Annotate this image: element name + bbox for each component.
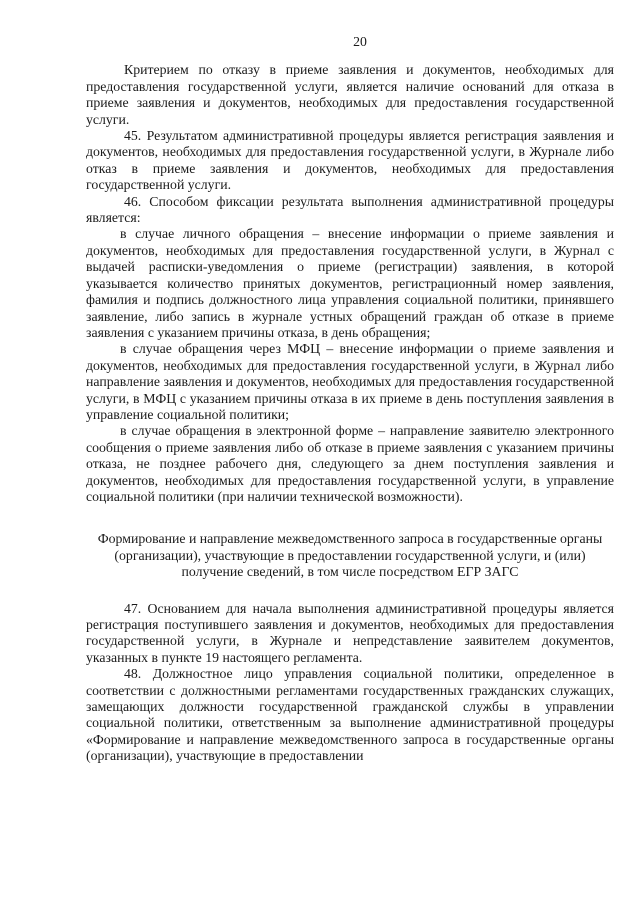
page-number: 20 [353,34,367,49]
paragraph-47: 47. Основанием для начала выполнения административной процедуры является регистрация поступившего заявления и документов, необходимых для предоставления государственной услуги, в Журнале и непредставление заявителем документов, указанных в пункте 19 настоящего регламента. [86,600,614,665]
paragraph-45: 45. Результатом административной процедуры является регистрация заявления и документов, необходимых для предоставления государственной услуги, в Журнале либо отказ в приеме заявления и документов, необходимых для предоставления государственной услуги. [86,128,614,193]
paragraph-refusal-criterion: Критерием по отказу в приеме заявления и документов, необходимых для предоставления государственной услуги, является наличие оснований для отказа в приеме заявления и документов, необходимых для предоставления государственной услуги. [86,62,614,127]
section-heading: Формирование и направление межведомственного запроса в государственные органы (организации), участвующие в предоставлении государственной услуги, и (или) получение сведений, в том числе посредством ЕГР ЗАГС [97,531,603,580]
paragraph-electronic-appeal: в случае обращения в электронной форме – направление заявителю электронного сообщения о приеме заявления либо об отказе в приеме заявления с указанием причины отказа, не позднее рабочего дня, следующего за днем поступления заявления и документов, необходимых для предоставления государственной услуги, в управление социальной политики (при наличии технической возможности). [86,423,614,504]
paragraph-46: 46. Способом фиксации результата выполнения административной процедуры является: [86,193,614,226]
paragraph-48: 48. Должностное лицо управления социальной политики, определенное в соответствии с должностными регламентами государственных гражданских служащих, замещающих должности государственной гражданской службы в управлении социальной политики, ответственным за выполнение административной процедуры «Формирование и направление межведомственного запроса в государственные органы (организации), участвующие в предоставлении [86,666,614,764]
paragraph-personal-appeal: в случае личного обращения – внесение информации о приеме заявления и документов, необходимых для предоставления государственной услуги, в Журнал с выдачей расписки-уведомления о приеме (регистрации) заявления, в которой указывается количество принятых документов, регистрационный номер заявления, фамилия и подпись должностного лица управления социальной политики, принявшего заявление, либо запись в журнале устных обращений граждан об отказе в приеме заявления с указанием причины отказа, в день обращения; [86,226,614,340]
paragraph-mfc-appeal: в случае обращения через МФЦ – внесение информации о приеме заявления и документов, необходимых для предоставления государственной услуги, в Журнал либо направление заявления и документов, необходимых для предоставления государственной услуги, в МФЦ с указанием причины отказа в их приеме в день поступления заявления в управление социальной политики; [86,341,614,422]
